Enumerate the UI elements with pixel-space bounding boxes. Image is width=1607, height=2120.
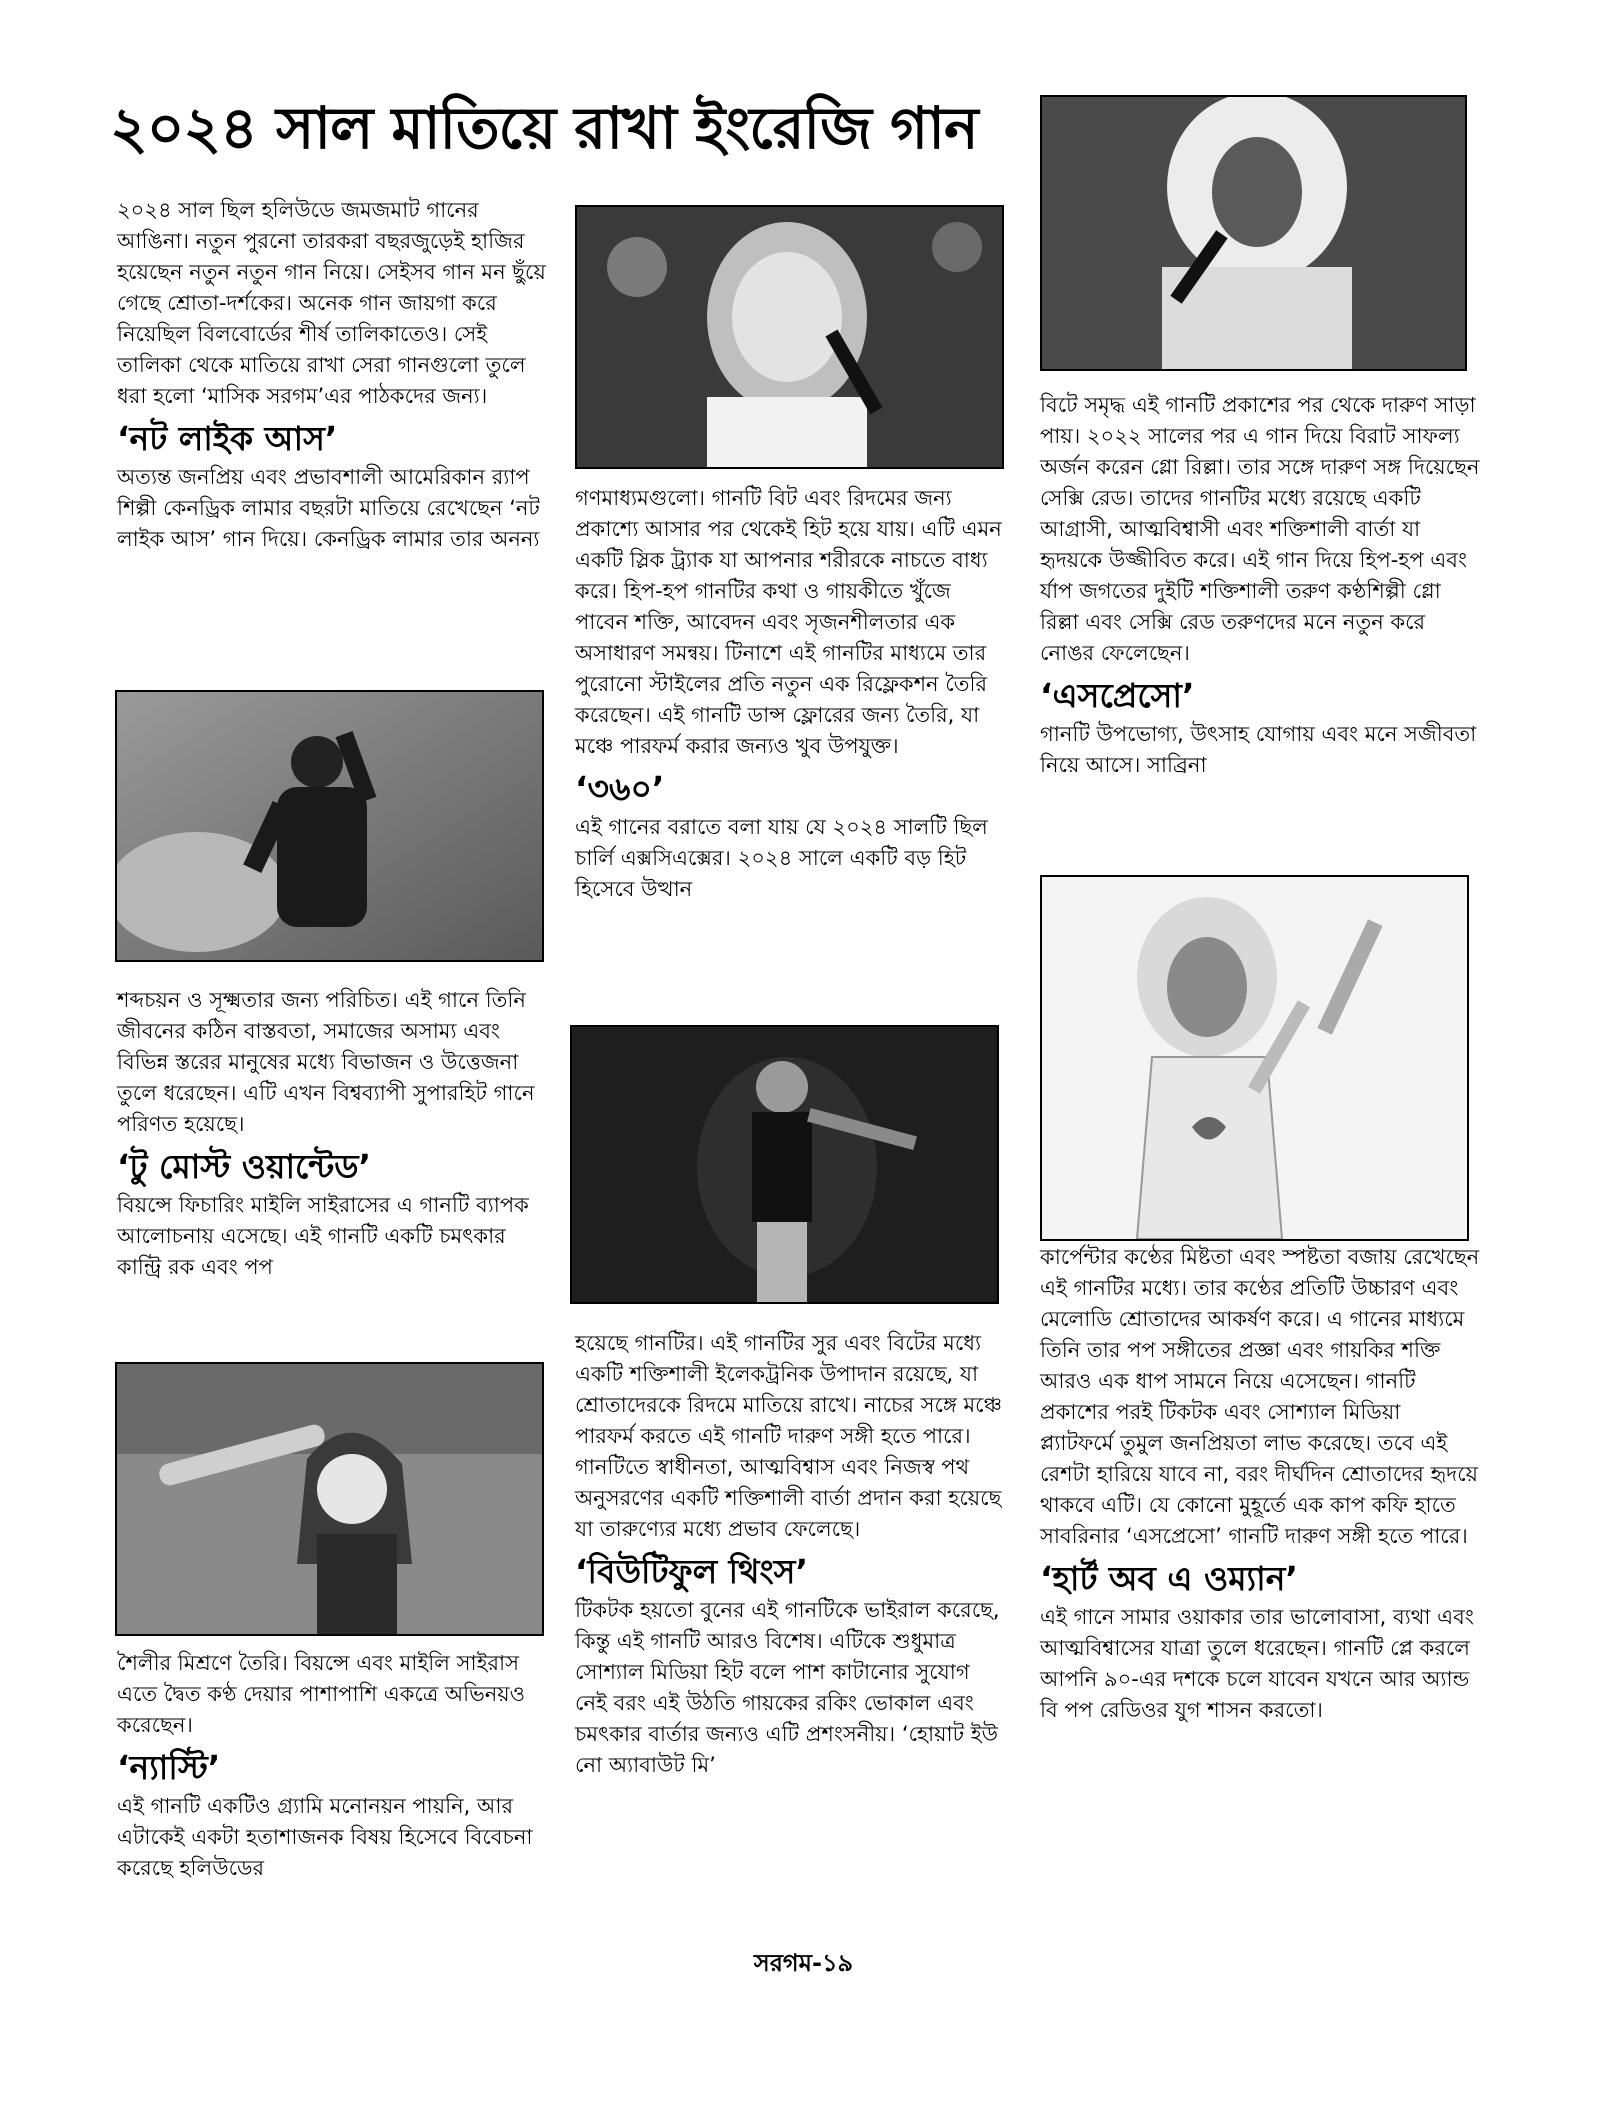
nasty-paragraph-continued: গণমাধ্যমগুলো। গানটি বিট এবং রিদমের জন্য প্রকাশ্যে আসার পর থেকেই হিট হয়ে যায়। এটি এমন একটি স্লিক ট্র্যাক যা আপনার শরীরকে নাচতে বাধ্য করে। হিপ-হপ গানটির কথা ও গায়কীতে খুঁজে পাবেন শক্তি, আবেদন এবং সৃজনশীলতার এক অসাধারণ সমন্বয়। টিনাশে এই গানটির মাধ্যমে তার পুরোনো স্টাইলের প্রতি নতুন এক রিফ্লেকশন তৈরি করেছেন। এই গানটি ডান্স ফ্লোরের জন্য তৈরি, যা মঞ্চে পারফর্ম করার জন্যও খুব উপযুক্ত। <box>575 486 1002 758</box>
too-most-wanted-paragraph: বিয়ন্সে ফিচারিং মাইলি সাইরাসের এ গানটি ব্যাপক আলোচনায় এসেছে। এই গানটি একটি চমৎকার কান্ট্রি রক এবং পপ <box>117 1193 529 1279</box>
photo-sabrina-carpenter <box>1040 875 1469 1241</box>
glorilla-paragraph: বিটে সমৃদ্ধ এই গানটি প্রকাশের পর থেকে দারুণ সাড়া পায়। ২০২২ সালের পর এ গান দিয়ে বিরাট সাফল্য অর্জন করেন গ্লো রিল্লা। তার সঙ্গে দারুণ সঙ্গ দিয়েছেন সেক্সি রেড। তাদের গানটির মধ্যে রয়েছে একটি আগ্রাসী, আত্মবিশ্বাসী এবং শক্তিশালী বার্তা যা হৃদয়কে উজ্জীবিত করে। এই গান দিয়ে হিপ-হপ এবং র্যাপ জগতের দুইটি শক্তিশালী তরুণ কণ্ঠশিল্পী গ্লো রিল্লা এবং সেক্সি রেড তরুণদের মনে নতুন করে নোঙর ফেলেছেন। <box>1040 393 1480 665</box>
espresso-paragraph-continued: কার্পেন্টার কণ্ঠের মিষ্টতা এবং স্পষ্টতা বজায় রেখেছেন এই গানটির মধ্যে। তার কণ্ঠের প্রতিটি উচ্চারণ এবং মেলোডি শ্রোতাদের আকর্ষণ করে। এ গানের মাধ্যমে তিনি তার পপ সঙ্গীতের প্রজ্ঞা এবং গায়কির শক্তি আরও এক ধাপ সামনে নিয়ে এসেছেন। গানটি প্রকাশের পরই টিকটক এবং সোশ্যাল মিডিয়া প্ল্যাটফর্মে তুমুল জনপ্রিয়তা লাভ করেছে। তবে এই রেশটা হারিয়ে যাবে না, বরং দীর্ঘদিন শ্রোতাদের হৃদয়ে থাকবে এটি। যে কোনো মুহূর্তে এক কাপ কফি হাতে সাবরিনার ‘এসপ্রেসো’ গানটি দারুণ সঙ্গী হতে পারে। <box>1040 1245 1480 1548</box>
heading-not-like-us: ‘নট লাইক আস’ <box>117 419 338 458</box>
heading-heart-of-a-woman: ‘হার্ট অব এ ওম্যান’ <box>1040 1559 1298 1598</box>
heading-espresso: ‘এসপ্রেসো’ <box>1040 676 1195 715</box>
espresso-paragraph: গানটি উপভোগ্য, উৎসাহ যোগায় এবং মনে সজীবতা নিয়ে আসে। সাব্রিনা <box>1040 722 1477 777</box>
column-1-end <box>117 1648 547 1884</box>
column-3 <box>1040 390 1480 781</box>
photo-glorilla <box>1040 95 1467 371</box>
heading-beautiful-things: ‘বিউটিফুল থিংস’ <box>575 1552 809 1591</box>
page-number: সরগম-১৯ <box>753 1949 854 1977</box>
column-1 <box>117 195 547 555</box>
photo-charli-xcx <box>570 1025 999 1304</box>
photo-miley-cyrus <box>115 1362 544 1636</box>
heart-of-a-woman-paragraph: এই গানে সামার ওয়াকার তার ভালোবাসা, ব্যথা এবং আত্মবিশ্বাসের যাত্রা তুলে ধরেছেন। গানটি প্লে করলে আপনি ৯০-এর দশকে চলে যাবেন যখনে আর অ্যান্ড বি পপ রেডিওর যুগ শাসন করতো। <box>1040 1605 1474 1722</box>
heading-nasty: ‘ন্যাস্টি’ <box>117 1748 221 1787</box>
photo-kendrick-lamar <box>115 690 544 962</box>
heading-too-most-wanted: ‘টু মোস্ট ওয়ান্টেড’ <box>117 1147 372 1186</box>
photo-tinashe <box>575 205 1004 469</box>
too-most-wanted-paragraph-continued: শৈলীর মিশ্রণে তৈরি। বিয়ন্সে এবং মাইলি সাইরাস এতে দ্বৈত কণ্ঠ দেয়ার পাশাপাশি একত্রে অভিনয়ও করেছেন। <box>117 1651 526 1737</box>
360-paragraph: এই গানের বরাতে বলা যায় যে ২০২৪ সালটি ছিল চার্লি এক্সসিএক্সের। ২০২৪ সালে একটি বড় হিট হিসেবে উত্থান <box>575 815 988 901</box>
nasty-paragraph: এই গানটি একটিও গ্র্যামি মনোনয়ন পায়নি, আর এটাকেই একটা হতাশাজনক বিষয় হিসেবে বিবেচনা করেছে হলিউডের <box>117 1794 533 1880</box>
column-3-continued <box>1040 1242 1480 1726</box>
column-1-continued <box>117 985 547 1283</box>
beautiful-things-paragraph: টিকটক হয়তো বুনের এই গানটিকে ভাইরাল করেছে, কিন্তু এই গানটি আরও বিশেষ। এটিকে শুধুমাত্র সোশ্যাল মিডিয়া হিট বলে পাশ কাটানোর সুযোগ নেই বরং এই উঠতি গায়কের রকিং ভোকাল এবং চমৎকার বার্তার জন্যও এটি প্রশংসনীয়। ‘হোয়াট ইউ নো অ্যাবাউট মি’ <box>575 1598 1000 1777</box>
intro-paragraph: ২০২৪ সাল ছিল হলিউডে জমজমাট গানের আঙিনা। নতুন পুরনো তারকরা বছরজুড়েই হাজির হয়েছেন নতুন নতুন গান নিয়ে। সেইসব গান মন ছুঁয়ে গেছে শ্রোতা-দর্শকের। অনেক গান জায়গা করে নিয়েছিল বিলবোর্ডের শীর্ষ তালিকাতেও। সেই তালিকা থেকে মাতিয়ে রাখা সেরা গানগুলো তুলে ধরা হলো ‘মাসিক সরগম’এর পাঠকদের জন্য। <box>117 198 546 408</box>
column-2-continued <box>575 1328 1005 1781</box>
page-title: ২০২৪ সাল মাতিয়ে রাখা ইংরেজি গান <box>110 94 978 162</box>
heading-360: ‘৩৬০’ <box>575 769 665 808</box>
column-2 <box>575 483 1005 905</box>
not-like-us-paragraph-continued: শব্দচয়ন ও সূক্ষ্মতার জন্য পরিচিত। এই গানে তিনি জীবনের কঠিন বাস্তবতা, সমাজের অসাম্য এবং বিভিন্ন স্তরের মানুষের মধ্যে বিভাজন ও উত্তেজনা তুলে ধরেছেন। এটি এখন বিশ্বব্যাপী সুপারহিট গানে পরিণত হয়েছে। <box>117 988 535 1136</box>
360-paragraph-continued: হয়েছে গানটির। এই গানটির সুর এবং বিটের মধ্যে একটি শক্তিশালী ইলেকট্রনিক উপাদান রয়েছে, যা শ্রোতাদেরকে রিদমে মাতিয়ে রাখে। নাচের সঙ্গে মঞ্চে পারফর্ম করতে এই গানটি দারুণ সঙ্গী হতে পারে। গানটিতে স্বাধীনতা, আত্মবিশ্বাস এবং নিজস্ব পথ অনুসরণের একটি শক্তিশালী বার্তা প্রদান করা হয়েছে যা তারুণ্যের মধ্যে প্রভাব ফেলেছে। <box>575 1331 1002 1541</box>
not-like-us-paragraph: অত্যন্ত জনপ্রিয় এবং প্রভাবশালী আমেরিকান র‍্যাপ শিল্পী কেনড্রিক লামার বছরটা মাতিয়ে রেখেছেন ‘নট লাইক আস’ গান দিয়ে। কেনড্রিক লামার তার অনন্য <box>117 465 540 551</box>
